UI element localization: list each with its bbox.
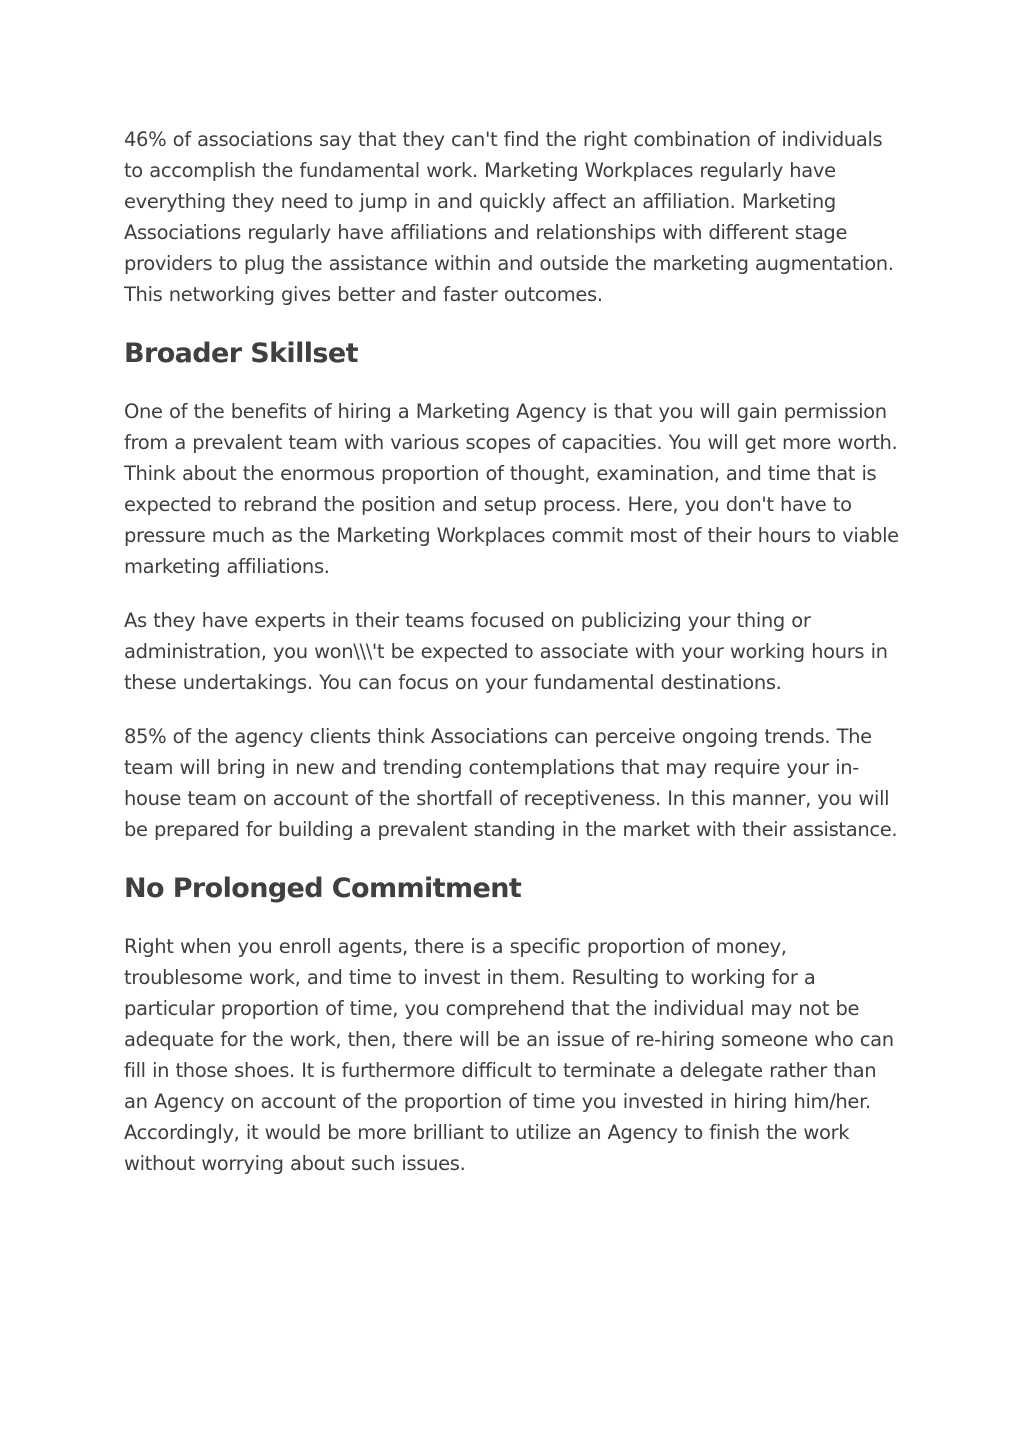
intro-paragraph: 46% of associations say that they can't find the right combination of individuals to accomplish the fundamental work. Marketing Workplaces regularly have everything they need to jump in and quickly affect an affiliation. Marketing Associations regularly have affiliations and relationships with different stage providers to plug the assistance within and outside the marketing augmentation. This networking gives better and faster outcomes. bbox=[124, 128, 894, 306]
heading-no-prolonged-commitment: No Prolonged Commitment bbox=[124, 873, 522, 904]
heading-broader-skillset: Broader Skillset bbox=[124, 338, 358, 369]
skillset-paragraph-2: As they have experts in their teams focused on publicizing your thing or administration, you won\\\'t be expected to associate with your working hours in these undertakings. You can focus on your fundamental destinations. bbox=[124, 609, 888, 694]
document-page bbox=[124, 124, 904, 1179]
skillset-paragraph-1: One of the benefits of hiring a Marketing Agency is that you will gain permission from a prevalent team with various scopes of capacities. You will get more worth. Think about the enormous proportion of thought, examination, and time that is expected to rebrand the position and setup process. Here, you don't have to pressure much as the Marketing Workplaces commit most of their hours to viable marketing affiliations. bbox=[124, 400, 899, 578]
skillset-paragraph-3: 85% of the agency clients think Associations can perceive ongoing trends. The team will bring in new and trending contemplations that may require your in-house team on account of the shortfall of receptiveness. In this manner, you will be prepared for building a prevalent standing in the market with their assistance. bbox=[124, 725, 898, 841]
commitment-paragraph-1: Right when you enroll agents, there is a specific proportion of money, troublesome work, and time to invest in them. Resulting to working for a particular proportion of time, you comprehend that the individual may not be adequate for the work, then, there will be an issue of re-hiring someone who can fill in those shoes. It is furthermore difficult to terminate a delegate rather than an Agency on account of the proportion of time you invested in hiring him/her. Accordingly, it would be more brilliant to utilize an Agency to finish the work without worrying about such issues. bbox=[124, 935, 894, 1175]
